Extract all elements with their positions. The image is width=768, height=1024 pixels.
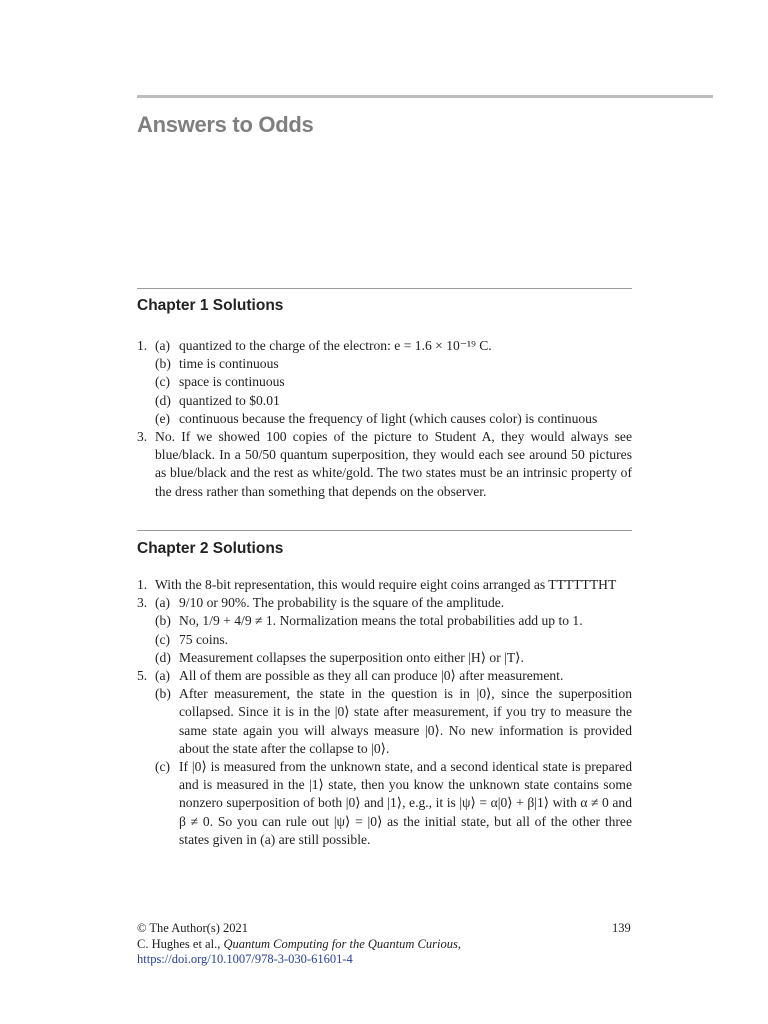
answer-2-3 [137,594,632,667]
sub-label: (d) [155,649,171,665]
citation-authors: C. Hughes et al., [137,936,224,951]
sub-answer [155,612,632,630]
doi-link[interactable]: https://doi.org/10.1007/978-3-030-61601-4 [137,952,353,966]
sub-answer [155,758,632,849]
answer-number: 5. [137,668,148,684]
sub-label: (d) [155,392,171,408]
chapter1-answers [137,337,632,501]
chapter2-title: Chapter 2 Solutions [137,540,284,557]
sub-text: time is continuous [179,356,279,372]
top-rule [137,95,713,98]
answer-number: 1. [137,338,148,353]
sub-answer [155,594,632,612]
answer-text: With the 8-bit representation, this would require eight coins arranged as TTTTTTHT [155,577,617,592]
sub-text: quantized to the charge of the electron: e = 1.6 × 10⁻¹⁹ C. [179,338,492,353]
sub-label: (a) [155,338,171,353]
sub-answer [155,373,632,391]
answer-number: 3. [137,595,148,611]
chapter2-answers [137,576,632,849]
sub-label: (a) [155,595,171,611]
chapter2-rule [137,530,632,531]
sub-answer [155,649,632,667]
sub-text: Measurement collapses the superposition onto either |H⟩ or |T⟩. [179,649,524,665]
sub-label: (b) [155,686,171,702]
chapter1-header [137,288,632,316]
page-number: 139 [612,921,631,935]
sub-answer [155,667,632,685]
chapter2-header [137,530,632,559]
answer-2-1 [137,576,632,594]
sub-answer [155,337,632,355]
sub-label: (c) [155,631,171,647]
sub-text: continuous because the frequency of light (which causes color) is continuous [179,410,598,426]
sub-answer [155,392,632,410]
sub-label: (a) [155,668,171,684]
part-title: Answers to Odds [137,112,314,137]
sub-answer [155,631,632,649]
book-title: Quantum Computing for the Quantum Curious, [223,936,461,951]
citation [137,937,461,953]
sub-text: After measurement, the state in the question is in |0⟩, since the superposition collapsed. Since it is in the |0⟩ state after measurement, if you try to measure the same state again you will always measure |0⟩. No new information is provided about the state after the collapse to |0⟩. [179,686,632,756]
sub-label: (e) [155,410,171,426]
answer-text: No. If we showed 100 copies of the picture to Student A, they would always see blue/black. In a 50/50 quantum superposition, they would each see around 50 pictures as blue/black and the rest as white/gold. The two states must be an intrinsic property of the dress rather than something that depends on the observer. [155,429,632,499]
answer-1-1 [137,337,632,428]
answer-1-3 [137,428,632,501]
sub-label: (b) [155,356,171,372]
sub-text: space is continuous [179,374,285,390]
answer-2-5 [137,667,632,849]
chapter1-rule [137,288,632,289]
sub-text: 75 coins. [179,631,229,647]
footer-info [137,921,461,968]
chapter1-title: Chapter 1 Solutions [137,297,284,314]
sub-text: All of them are possible as they all can produce |0⟩ after measurement. [179,668,564,684]
answer-number: 3. [137,429,148,445]
sub-answer [155,355,632,373]
sub-answer [155,685,632,758]
sub-label: (b) [155,613,171,629]
sub-text: 9/10 or 90%. The probability is the square of the amplitude. [179,595,505,611]
sub-text: quantized to $0.01 [179,392,280,408]
sub-label: (c) [155,374,171,390]
sub-answer [155,410,632,428]
sub-text: If |0⟩ is measured from the unknown state, and a second identical state is prepared and is measured in the |1⟩ state, then you know the unknown state contains some nonzero superposition of both |0⟩ and |1⟩, e.g., it is |ψ⟩ = α|0⟩ + β|1⟩ with α ≠ 0 and β ≠ 0. So you can rule out |ψ⟩ = |0⟩ as the initial state, but all of the other three states given in (a) are still possible. [179,759,632,847]
copyright: © The Author(s) 2021 [137,921,248,935]
sub-label: (c) [155,759,171,775]
sub-text: No, 1/9 + 4/9 ≠ 1. Normalization means the total probabilities add up to 1. [179,613,583,629]
answer-number: 1. [137,577,148,592]
